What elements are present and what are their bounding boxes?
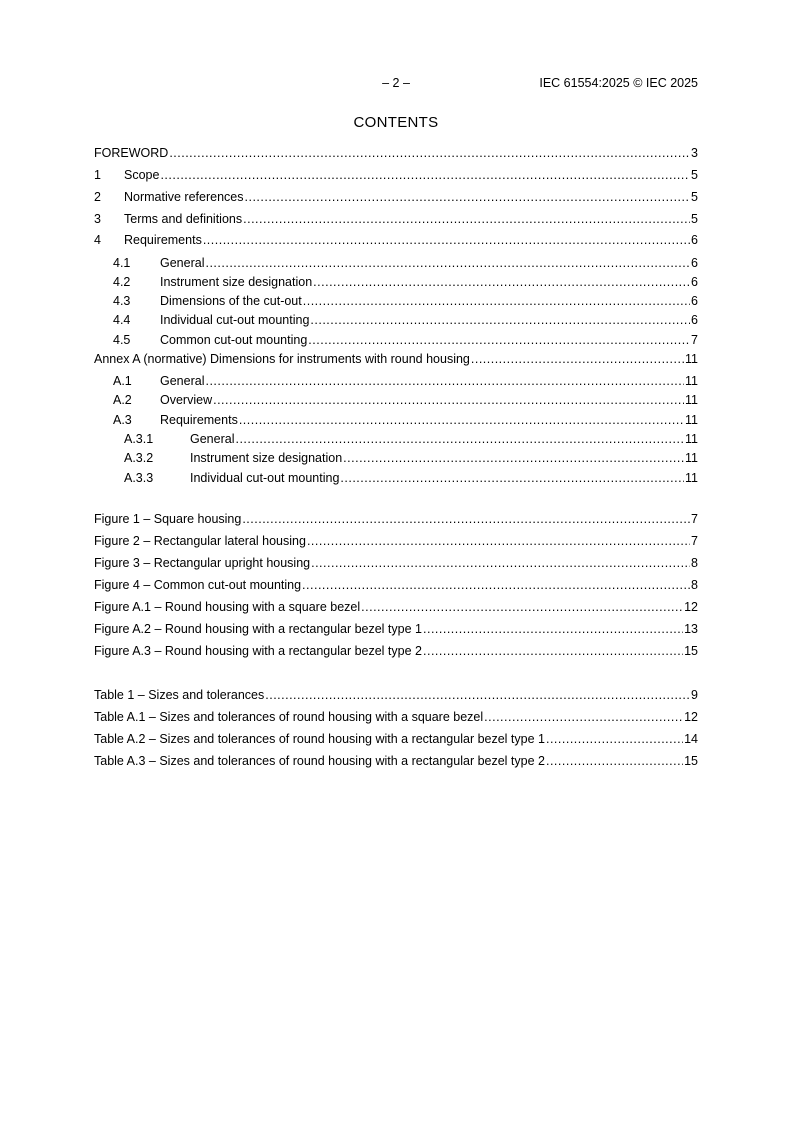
toc-entry-number: 3: [94, 212, 101, 226]
dot-leader: [423, 644, 683, 658]
toc-entry[interactable]: [94, 622, 698, 638]
dot-leader: [546, 754, 683, 768]
dot-leader: [308, 333, 690, 347]
toc-entry-title: Individual cut-out mounting: [190, 471, 340, 485]
toc-entry[interactable]: [94, 374, 698, 390]
toc-entry-title: Scope: [124, 168, 160, 182]
toc-entry-title: Figure 2 – Rectangular lateral housing: [94, 534, 306, 548]
dot-leader: [160, 168, 690, 182]
toc-entry[interactable]: [94, 294, 698, 310]
page-number: – 2 –: [382, 76, 410, 90]
page-title: CONTENTS: [353, 114, 439, 131]
toc-entry-title: General: [160, 374, 205, 388]
dot-leader: [303, 294, 690, 308]
dot-leader: [471, 352, 684, 366]
toc-entry[interactable]: [94, 754, 698, 770]
toc-entry[interactable]: [94, 352, 698, 368]
toc-entry-title: Normative references: [124, 190, 244, 204]
toc-entry-title: Figure A.1 – Round housing with a square bezel: [94, 600, 361, 614]
toc-entry[interactable]: [94, 600, 698, 616]
toc-entry[interactable]: [94, 578, 698, 594]
toc-entry-page: 11: [685, 393, 698, 407]
toc-entry-page: 11: [685, 471, 698, 485]
toc-entry[interactable]: [94, 710, 698, 726]
toc-entry[interactable]: [94, 233, 698, 249]
toc-entry-page: 9: [691, 688, 698, 702]
dot-leader: [546, 732, 683, 746]
toc-entry-title: Table A.2 – Sizes and tolerances of round housing with a rectangular bezel type 1: [94, 732, 545, 746]
dot-leader: [423, 622, 683, 636]
toc-entry-page: 7: [691, 534, 698, 548]
toc-entry[interactable]: [94, 413, 698, 429]
toc-entry-page: 5: [691, 168, 698, 182]
toc-entry-number: 1: [94, 168, 101, 182]
toc-entry-title: Figure 1 – Square housing: [94, 512, 242, 526]
dot-leader: [302, 578, 690, 592]
toc-entry[interactable]: [94, 190, 698, 206]
toc-entry[interactable]: [94, 212, 698, 228]
toc-entry-page: 6: [691, 294, 698, 308]
dot-leader: [311, 556, 690, 570]
toc-entry-page: 11: [685, 451, 698, 465]
toc-entry-number: A.3.1: [124, 432, 154, 446]
toc-entry-page: 11: [685, 432, 698, 446]
dot-leader: [245, 190, 691, 204]
page-header: [94, 76, 698, 92]
toc-entry-title: Annex A (normative) Dimensions for instruments with round housing: [94, 352, 470, 366]
toc-entry-page: 11: [685, 352, 698, 366]
toc-entry[interactable]: [94, 168, 698, 184]
toc-entry-title: Common cut-out mounting: [160, 333, 308, 347]
dot-leader: [169, 146, 690, 160]
dot-leader: [265, 688, 690, 702]
toc-entry[interactable]: [94, 556, 698, 572]
toc-entry-title: FOREWORD: [94, 146, 169, 160]
dot-leader: [205, 374, 684, 388]
toc-entry[interactable]: [94, 333, 698, 349]
dot-leader: [343, 451, 684, 465]
toc-entry-title: Figure 4 – Common cut-out mounting: [94, 578, 302, 592]
toc-entry-page: 8: [691, 556, 698, 570]
toc-entry[interactable]: [94, 512, 698, 528]
toc-entry-title: Overview: [160, 393, 213, 407]
dot-leader: [310, 313, 690, 327]
dot-leader: [340, 471, 684, 485]
toc-entry-page: 6: [691, 313, 698, 327]
toc-entry-page: 6: [691, 256, 698, 270]
toc-entry-title: Table A.3 – Sizes and tolerances of round housing with a rectangular bezel type 2: [94, 754, 545, 768]
toc-entry-number: A.3: [113, 413, 132, 427]
toc-entry[interactable]: [94, 313, 698, 329]
toc-entry[interactable]: [94, 256, 698, 272]
toc-entry[interactable]: [94, 432, 698, 448]
dot-leader: [242, 512, 690, 526]
toc-entry[interactable]: [94, 275, 698, 291]
toc-entry[interactable]: [94, 451, 698, 467]
toc-entry-title: Figure 3 – Rectangular upright housing: [94, 556, 311, 570]
dot-leader: [307, 534, 690, 548]
toc-entry-page: 5: [691, 212, 698, 226]
toc-entry-number: A.3.2: [124, 451, 154, 465]
toc-entry-title: Figure A.2 – Round housing with a rectangular bezel type 1: [94, 622, 422, 636]
toc-entry-title: Requirements: [124, 233, 202, 247]
toc-entry[interactable]: [94, 688, 698, 704]
toc-entry-number: A.2: [113, 393, 132, 407]
toc-entry-page: 5: [691, 190, 698, 204]
toc-entry-number: 2: [94, 190, 101, 204]
toc-entry-title: General: [190, 432, 235, 446]
toc-entry-page: 11: [685, 374, 698, 388]
toc-entry-page: 7: [691, 333, 698, 347]
toc-entry-number: 4.3: [113, 294, 131, 308]
standard-id: IEC 61554:2025 © IEC 2025: [539, 76, 698, 90]
toc-entry-page: 8: [691, 578, 698, 592]
toc-entry-title: Individual cut-out mounting: [160, 313, 310, 327]
dot-leader: [243, 212, 690, 226]
dot-leader: [205, 256, 690, 270]
toc-entry-page: 15: [684, 754, 698, 768]
toc-entry-title: Requirements: [160, 413, 238, 427]
toc-entry-number: 4.2: [113, 275, 131, 289]
dot-leader: [484, 710, 683, 724]
toc-entry-page: 12: [684, 600, 698, 614]
toc-entry-page: 3: [691, 146, 698, 160]
toc-entry[interactable]: [94, 146, 698, 162]
dot-leader: [203, 233, 690, 247]
dot-leader: [361, 600, 683, 614]
toc-entry[interactable]: [94, 471, 698, 487]
toc-entry-page: 13: [684, 622, 698, 636]
toc-entry[interactable]: [94, 393, 698, 409]
toc-entry[interactable]: [94, 732, 698, 748]
toc-entry-page: 15: [684, 644, 698, 658]
toc-entry-page: 12: [684, 710, 698, 724]
dot-leader: [235, 432, 684, 446]
toc-entry[interactable]: [94, 644, 698, 660]
toc-entry-page: 6: [691, 233, 698, 247]
toc-entry-number: 4: [94, 233, 101, 247]
toc-entry-page: 11: [685, 413, 698, 427]
toc-entry-title: Instrument size designation: [190, 451, 343, 465]
toc-entry-title: General: [160, 256, 205, 270]
toc-entry[interactable]: [94, 534, 698, 550]
toc-entry-page: 14: [684, 732, 698, 746]
toc-entry-title: Terms and definitions: [124, 212, 243, 226]
toc-entry-page: 6: [691, 275, 698, 289]
toc-entry-title: Table 1 – Sizes and tolerances: [94, 688, 265, 702]
toc-entry-number: 4.5: [113, 333, 131, 347]
toc-entry-title: Table A.1 – Sizes and tolerances of round housing with a square bezel: [94, 710, 484, 724]
dot-leader: [213, 393, 684, 407]
toc-entry-number: 4.1: [113, 256, 131, 270]
toc-entry-title: Figure A.3 – Round housing with a rectangular bezel type 2: [94, 644, 422, 658]
toc-entry-page: 7: [691, 512, 698, 526]
toc-entry-number: 4.4: [113, 313, 131, 327]
toc-entry-title: Instrument size designation: [160, 275, 313, 289]
toc-entry-title: Dimensions of the cut-out: [160, 294, 302, 308]
dot-leader: [313, 275, 690, 289]
dot-leader: [239, 413, 684, 427]
toc-entry-number: A.3.3: [124, 471, 154, 485]
toc-entry-number: A.1: [113, 374, 132, 388]
